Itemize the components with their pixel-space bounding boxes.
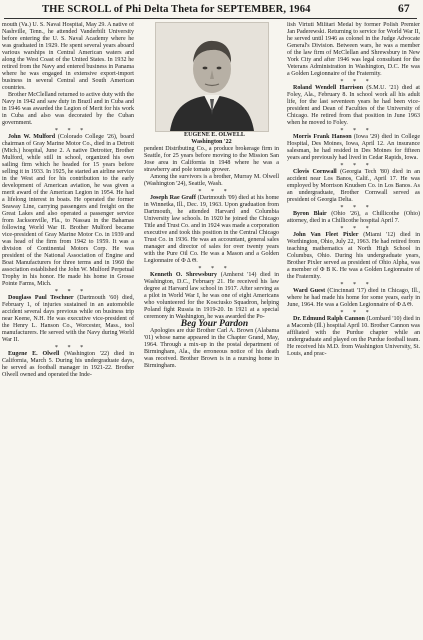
obituary-paragraph <box>2 351 134 379</box>
paragraph-text: Brother McClelland returned to active duty with the Navy in 1942 and saw duty in Brazil and in Cuba and in 1946 was awarded the Legion of Merit for his work in Cuba and also was decorated by the Cuban government. <box>2 92 134 126</box>
paragraph-text: (S.M.U. '21) died at Foley, Ala., February 8. In school work all his adult life, for the last seventeen years he had been vice-president and Dean of Faculties of the University of Chicago. He retired from that position in June 1963 when he moved to Foley. <box>287 85 420 126</box>
paragraph-text: (Washington '22) died in California, March 5. During his undergraduate days, he served as football manager in 1921-22. Brother Olwell owned and operated the Inde- <box>2 351 134 378</box>
paragraph-text: mouth (Va.) U. S. Naval Hospital, May 29. A native of Nashville, Tenn., he attended Vanderbilt University before entering the U. S. Naval Academy where he was graduated in 1929. He spent several years aboard various warships in Central American waters and along the West Coast of the United States. In 1932 he retired from the Navy and entered business in Panama where he was engaged in extensive export-import business in several Central and South American countries. <box>2 22 134 91</box>
paragraph-text: (Cincinnati '17) died in Chicago, Ill., where he had made his home for some years, early in June, 1964. He was a Golden Legionnaire of Φ Δ Θ. <box>287 288 420 308</box>
paragraph-text: Apologies are due Brother Carl A. Brown (Alabama '01) whose name appeared in the Chapter Grand, May, 1964. Through a mix-up in the postal department of Birmingham, Ala., the erroneous notice of his death was received. Brother Brown is in a nursing home in Birmingham. <box>144 328 279 369</box>
caption-name: EUGENE E. OLWELL <box>184 132 245 138</box>
section-divider-stars: * * * <box>340 225 373 232</box>
obituary-paragraph <box>287 232 420 281</box>
column-2-obituaries <box>144 146 279 321</box>
section-title-beg-your-pardon: Beg Your Pardon <box>180 319 249 329</box>
obituary-paragraph <box>144 328 279 370</box>
obituary-paragraph <box>144 174 279 188</box>
obituary-paragraph <box>144 146 279 174</box>
obituary-paragraph <box>287 288 420 309</box>
obituary-paragraph <box>144 195 279 265</box>
person-name: Joseph Rae Graff <box>150 195 196 201</box>
column-3 <box>287 22 420 634</box>
obituary-paragraph <box>2 134 134 288</box>
section-divider-stars: * * * <box>54 344 88 351</box>
obituary-paragraph <box>287 134 420 162</box>
section-divider-stars: * * * <box>54 288 88 295</box>
section-divider-stars: * * * <box>340 162 373 169</box>
obituary-paragraph <box>287 85 420 127</box>
paragraph-text: (Lombard '10) died in a Macomb (Ill.) hospital April 10. Brother Cannon was affiliated with the Purdue chapter while an undergraduate and played on the Purdue football team. He received his M.D. from Washington University, St. Louis, and prac- <box>287 316 420 357</box>
obituary-paragraph <box>287 169 420 204</box>
page-number: 67 <box>398 3 410 15</box>
person-name: Ward Guest <box>293 288 326 294</box>
obituary-paragraph <box>287 22 420 78</box>
obituary-paragraph <box>2 295 134 344</box>
person-name: Morris Frank Hanson <box>293 134 352 140</box>
section-divider-stars: * * * <box>340 127 373 134</box>
running-title: THE SCROLL of Phi Delta Theta for SEPTEMBER, 1964 <box>42 4 311 15</box>
column-2-apology <box>144 328 279 370</box>
section-divider-stars: * * * <box>340 309 373 316</box>
paragraph-text: (Iowa '29) died in College Hospital, Des Moines, Iowa, April 12. An insurance salesman, he had resided in Des Moines for fifteen years and previously had lived in Cedar Rapids, Iowa. <box>287 134 420 161</box>
person-name: Dr. Edmund Ralph Cannon <box>293 316 365 322</box>
section-divider-stars: * * * <box>198 188 231 195</box>
paragraph-text: pendent Distributing Co., a produce brokerage firm in Seattle, for 25 years before moving to the Mission San Jose area in California in 1948 where he was a strawberry and pole tomato grower. <box>144 146 279 173</box>
person-name: Kenneth O. Shrewsbury <box>150 272 217 278</box>
paragraph-text: Among the survivors is a brother, Murray M. Olwell (Washington '24), Seattle, Wash. <box>144 174 279 187</box>
paragraph-text: (Miami '12) died in Worthington, Ohio, July 22, 1963. He had retired from teaching mathematics at North High School in Columbus, Ohio. During his undergraduate years, Brother Pixler served as president of Ohio Alpha, was a member of Φ B K. He was a Golden Legionnaire of the Fraternity. <box>287 232 420 280</box>
paragraph-text: (Georgia Tech '80) died in an accident near Los Banos, Calif., April 17. He was employed by Morrison Knudsen Co. in Los Banos. As an undergraduate, Brother Cornwall served as president of Georgia Delta. <box>287 169 420 203</box>
caption-chapter: Washington '22 <box>191 139 232 145</box>
obituary-paragraph <box>144 272 279 321</box>
section-divider-stars: * * * <box>340 281 373 288</box>
person-name: Clovis Cornwall <box>293 169 337 175</box>
paragraph-text: (Amherst '14) died in Washington, D.C., February 21. He received his law degree at Harvard law school in 1917. After serving as a pilot in World War I, he was one of eight Americans who volunteered for the Kosciusko Squadron, helping Poland fight Russia in 1919-20. In 1921 at a special ceremony in Washington, he was awarded the Po- <box>144 272 279 320</box>
section-divider-stars: * * * <box>198 265 231 272</box>
section-divider-stars: * * * <box>54 127 88 134</box>
column-1 <box>2 22 134 634</box>
paragraph-text: (Dartmouth '60) died, February 1, of injuries sustained in an automobile accident several days previous while on business trip near Keene, N.H. He was executive vice-president of the Henry L. Hanson Co., Worcester, Mass., tool manufacturers. He served with the Navy during World War II. <box>2 295 134 343</box>
person-name: Douglass Paul Teschner <box>8 295 74 301</box>
paragraph-text: (Dartmouth '09) died at his home in Winnetka, Ill., Dec. 19, 1963. Upon graduation from Dartmouth, he attended Harvard and Columbia University law schools. In 1920 he joined the Chicago Title and Trust Co. and in 1924 was made a corporation executive and took this position in the Central Chicago Trust Co. in 1936. He was an accountant, general sales manager and director of sales for over twenty years with the Pure Oil Co. He was a Mason and a Golden Legionnaire of Φ Δ Θ. <box>144 195 279 264</box>
obituary-paragraph <box>287 316 420 358</box>
paragraph-text: (Colorado College '26), board chairman of Gray Marine Motor Co., died in a Detroit (Mich.) hospital, June 2. A native Detroiter, Brother Mulford, while still in school, organized his own sailing firm which he headed for 15 years before selling it in 1933. In 1925, he started an airline service in the West and for his contribution to the early development of American aviation, he was given a merit award of the American Legion in 1954. He had a lifelong interest in boats. He operated the former Seaway Line, carrying passengers and freight on the Great Lakes and also operated a passenger service from Jacksonville, Fla., to Nassau in the Bahamas following World War II. Brother Mulford became vice-president of Gray Marine Motor Co. in 1939 and was head of the firm from 1942 to 1959. It was a division of Continental Motors Corp. He was president of the National Association of Engine and Boat Manufacturers for three terms and in 1960 the association established the John W. Mulford Perpetual Trophy in his honor. He made his home in Grosse Pointe Farms, Mich. <box>2 134 134 287</box>
person-name: Eugene E. Olwell <box>8 351 60 357</box>
portrait-photo <box>155 22 269 132</box>
photo-caption <box>144 132 279 146</box>
paragraph-text: lish Virtuti Militari Medal by former Polish Premier Jan Paderewski. Returning to service for World War II, he served until 1946 as colonel in the Judge Advocate General's Division. Between wars, he was a member of the law firm of McClellan and Shrewsbury in New York City and after 1946 was legal consultant for the Veterans Administration in Washington, D.C. He was a Golden Legionnaire of the Fraternity. <box>287 22 420 77</box>
person-name: John Van Fleet Pixler <box>293 232 359 238</box>
obituary-paragraph <box>2 92 134 127</box>
obituary-paragraph <box>287 211 420 225</box>
section-divider-stars: * * * <box>340 78 373 85</box>
header-rule <box>4 18 417 19</box>
person-name: Byron Blair <box>293 211 327 217</box>
obituary-paragraph <box>2 22 134 92</box>
page-header <box>0 2 423 18</box>
person-name: Roland Wendell Harrison <box>293 85 364 91</box>
person-name: John W. Mulford <box>8 134 56 140</box>
column-2 <box>144 22 279 634</box>
section-divider-stars: * * * <box>340 204 373 211</box>
portrait-illustration <box>156 23 268 131</box>
paragraph-text: (Ohio '26), a Chillicothe (Ohio) attorney, died in a Chillicothe hospital April 7. <box>287 211 420 224</box>
